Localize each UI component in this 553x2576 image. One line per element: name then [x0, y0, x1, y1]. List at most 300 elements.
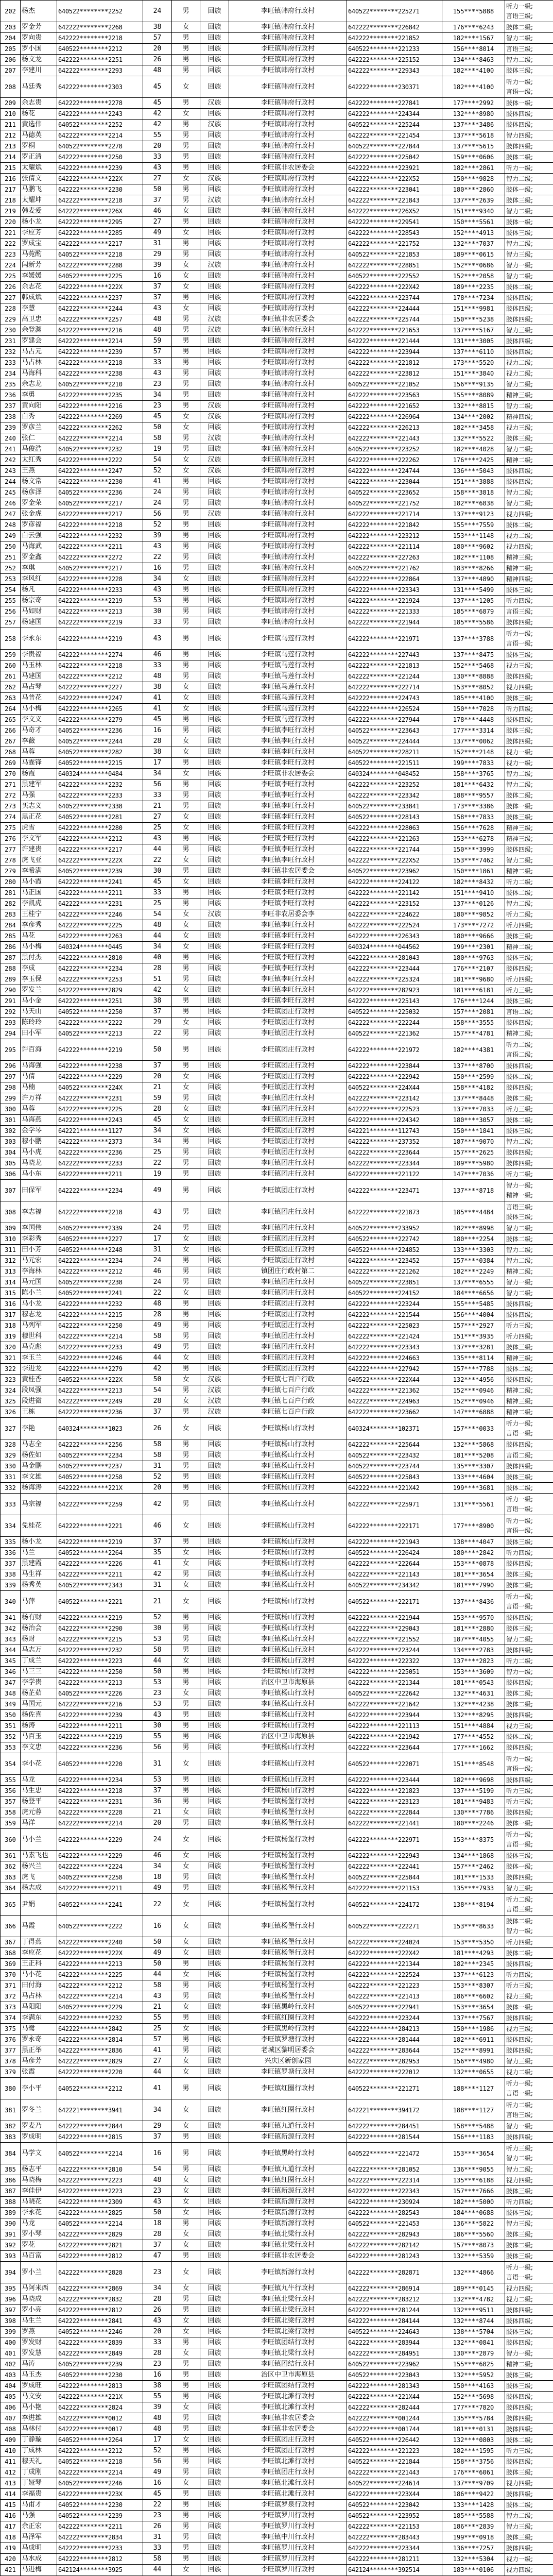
id-number-cell: 640522********2236	[57, 487, 143, 498]
address-cell: 李旺镇非农居委会	[229, 769, 347, 779]
certificate-number-cell: 642222********221652	[347, 401, 442, 412]
table-row	[1, 1829, 553, 1851]
phone-number-cell: 182****8432	[442, 877, 505, 888]
disability-level-cell	[505, 1082, 553, 1093]
ethnicity-cell: 回族	[200, 1331, 229, 1342]
table-row	[1, 1450, 553, 1461]
row-number-cell: 376	[1, 2035, 21, 2045]
address-cell: 李旺镇李旺行政村	[229, 725, 347, 736]
id-number-cell: 642222********2218	[57, 1201, 143, 1223]
certificate-number-cell: 642222********221362	[347, 1385, 442, 1396]
disability-level-cell	[505, 671, 553, 682]
gender-cell: 女	[172, 1688, 200, 1699]
table-row	[1, 1515, 553, 1537]
table-row	[1, 390, 553, 401]
row-number-cell: 267	[1, 736, 21, 747]
person-name-cell: 马天山	[21, 1007, 57, 1018]
age-cell: 22	[143, 1158, 172, 1169]
phone-number-cell: 150****3999	[442, 844, 505, 855]
certificate-number-cell: 642222********224444	[347, 303, 442, 314]
person-name-cell: 罗金芳	[21, 22, 57, 33]
phone-number-cell: 137****1205	[442, 596, 505, 606]
id-number-cell: 642222********2223	[57, 2175, 143, 2186]
disability-level: 肢体三级;	[506, 1624, 533, 1632]
disability-level-cell	[505, 563, 553, 574]
ethnicity-cell: 回族	[200, 1028, 229, 1039]
address-cell: 李旺镇杨堡行政村	[229, 1959, 347, 1970]
address-cell: 李旺镇团庄行政村	[229, 1147, 347, 1158]
row-number-cell: 385	[1, 2164, 21, 2175]
table-row	[1, 606, 553, 617]
person-name-cell: 罗小亮	[21, 2305, 57, 2316]
person-name-cell: 马小兰	[21, 1829, 57, 1851]
row-number-cell: 384	[1, 2143, 21, 2164]
age-cell: 16	[143, 563, 172, 574]
row-number-cell: 203	[1, 22, 21, 33]
disability-level-cell	[505, 2327, 553, 2337]
table-row	[1, 1072, 553, 1082]
id-number-cell: 640522********2220	[57, 1753, 143, 1775]
table-row	[1, 1634, 553, 1645]
gender-cell: 女	[172, 2067, 200, 2078]
address-cell: 李旺镇北梁行政村	[229, 2348, 347, 2359]
age-cell: 18	[143, 1872, 172, 1883]
disability-level: 智力二级;	[506, 56, 533, 63]
disability-level-cell	[505, 76, 553, 98]
address-cell: 李旺镇韩府行政村	[229, 65, 347, 76]
row-number-cell: 372	[1, 1991, 21, 2002]
id-number-cell: 642222********2247	[57, 466, 143, 477]
disability-level: 听力四级;	[506, 597, 533, 604]
table-row	[1, 303, 553, 314]
disability-level-cell	[505, 2316, 553, 2327]
disability-level: 言语一级;	[506, 639, 533, 647]
disability-level-cell	[505, 1786, 553, 1797]
ethnicity-cell: 回族	[200, 1786, 229, 1797]
certificate-number-cell: 642222********221454	[347, 130, 442, 141]
address-cell: 李旺镇韩府行政村	[229, 44, 347, 55]
disability-level-cell	[505, 1677, 553, 1688]
ethnicity-cell: 回族	[200, 888, 229, 899]
row-number-cell: 394	[1, 2262, 21, 2283]
certificate-number-cell: 642222********221443	[347, 2467, 442, 2478]
disability-level: 肢体四级;	[506, 1873, 533, 1881]
disability-level-cell	[505, 1331, 553, 1342]
ethnicity-cell: 回族	[200, 76, 229, 98]
ethnicity-cell: 汉族	[200, 509, 229, 520]
id-number-cell: 642222********2219	[57, 628, 143, 650]
id-number-cell: 640522********2338	[57, 801, 143, 812]
ethnicity-cell: 回族	[200, 747, 229, 758]
id-number-cell: 642222********2214	[57, 1818, 143, 1829]
phone-number-cell: 189****5980	[442, 1158, 505, 1169]
table-row	[1, 2489, 553, 2500]
id-number-cell: 640522********2339	[57, 1223, 143, 1234]
gender-cell: 男	[172, 120, 200, 130]
ethnicity-cell: 回族	[200, 963, 229, 974]
id-number-cell: 642124********3925	[57, 2565, 143, 2575]
address-cell: 李旺镇韩府行政村	[229, 325, 347, 336]
age-cell: 25	[143, 899, 172, 909]
certificate-number-cell: 642222********223452	[347, 1256, 442, 1266]
disability-level: 智力二级;	[506, 1257, 533, 1264]
person-name-cell: 杨志成	[21, 1883, 57, 1894]
id-number-cell: 640522********2278	[57, 141, 143, 152]
id-number-cell: 642222********2236	[57, 1407, 143, 1418]
age-cell: 59	[143, 1093, 172, 1104]
address-cell: 李旺镇杨山行政村	[229, 1623, 347, 1634]
person-name-cell: 罗正清	[21, 152, 57, 163]
age-cell: 49	[143, 1342, 172, 1353]
disability-level-cell	[505, 812, 553, 823]
gender-cell: 女	[172, 2402, 200, 2413]
person-name-cell: 马小艳	[21, 2402, 57, 2413]
address-cell: 李旺镇马莲行政村	[229, 682, 347, 693]
age-cell: 20	[143, 2327, 172, 2337]
certificate-number-cell: 642222********223244	[347, 1299, 442, 1310]
disability-level-cell	[505, 1970, 553, 1980]
row-number-cell: 320	[1, 1342, 21, 1353]
id-number-cell: 642222********2223	[57, 1656, 143, 1667]
age-cell: 37	[143, 1786, 172, 1797]
table-row	[1, 195, 553, 206]
person-name-cell: 黄向阳	[21, 401, 57, 412]
gender-cell: 女	[172, 2283, 200, 2294]
row-number-cell: 318	[1, 1320, 21, 1331]
row-number-cell: 412	[1, 2467, 21, 2478]
table-row	[1, 1137, 553, 1147]
table-row	[1, 1061, 553, 1072]
phone-number-cell: 182****8998	[442, 1223, 505, 1234]
address-cell: 治区中卫市海原县	[229, 1677, 347, 1688]
age-cell: 43	[143, 628, 172, 650]
age-cell: 54	[143, 455, 172, 466]
gender-cell: 男	[172, 2294, 200, 2305]
address-cell: 李旺镇北梁行政村	[229, 2229, 347, 2240]
ethnicity-cell: 回族	[200, 531, 229, 541]
id-number-cell: 642222********2230	[57, 477, 143, 487]
row-number-cell: 307	[1, 1180, 21, 1201]
phone-number-cell: 158****3756	[442, 2456, 505, 2467]
age-cell: 17	[143, 1234, 172, 1245]
gender-cell: 男	[172, 55, 200, 65]
gender-cell: 女	[172, 942, 200, 953]
age-cell: 37	[143, 1537, 172, 1548]
disability-level-cell	[505, 163, 553, 174]
certificate-number-cell: 642222********226524	[347, 704, 442, 715]
id-number-cell: 642222********2263	[57, 931, 143, 942]
ethnicity-cell: 回族	[200, 1104, 229, 1115]
disability-level: 视力一级;	[506, 748, 533, 756]
phone-number-cell: 132****0841	[442, 2337, 505, 2348]
disability-level: 肢体四级;	[506, 2403, 533, 2411]
gender-cell: 男	[172, 1959, 200, 1970]
ethnicity-cell: 汉族	[200, 120, 229, 130]
disability-level-cell	[505, 358, 553, 368]
disability-level: 肢体四级;	[506, 348, 533, 355]
table-row	[1, 834, 553, 844]
gender-cell: 男	[172, 715, 200, 725]
disability-level-cell	[505, 33, 553, 44]
person-name-cell: 马海燕	[21, 1115, 57, 1126]
phone-number-cell: 152****0946	[442, 1385, 505, 1396]
ethnicity-cell: 回族	[200, 347, 229, 358]
row-number-cell: 225	[1, 271, 21, 282]
id-number-cell: 640522********2218	[57, 2456, 143, 2467]
certificate-number-cell: 642222********223244	[347, 2013, 442, 2024]
disability-level: 精神三级;	[506, 824, 533, 832]
certificate-number-cell: 642222********222314	[347, 2175, 442, 2186]
ethnicity-cell: 汉族	[200, 314, 229, 325]
address-cell: 李旺镇罗泉行政村	[229, 2500, 347, 2511]
id-number-cell: 642222********2869	[57, 2283, 143, 2294]
person-name-cell: 马鹏飞	[21, 184, 57, 195]
address-cell: 李旺镇团庄行政村	[229, 1201, 347, 1223]
table-row	[1, 1245, 553, 1256]
id-number-cell: 642222********2212	[57, 1980, 143, 1991]
address-cell: 李旺镇马莲行政村	[229, 628, 347, 650]
disability-level: 听力二级;	[506, 910, 533, 918]
id-number-cell: 642222********2243	[57, 109, 143, 120]
address-cell: 李旺镇杨山行政村	[229, 1558, 347, 1569]
gender-cell: 女	[172, 2099, 200, 2121]
id-number-cell: 642222********2214	[57, 433, 143, 444]
id-number-cell: 642222********223X	[57, 2489, 143, 2500]
table-row	[1, 163, 553, 174]
phone-number-cell: 153****3654	[442, 2002, 505, 2013]
person-name-cell: 马楠	[21, 1082, 57, 1093]
disability-level: 言语二级;	[506, 1050, 533, 1058]
ethnicity-cell: 回族	[200, 2056, 229, 2067]
disability-level-cell	[505, 769, 553, 779]
ethnicity-cell: 回族	[200, 1288, 229, 1299]
address-cell: 李旺镇杨山行政村	[229, 1656, 347, 1667]
address-cell: 李旺镇黑岭行政村	[229, 2002, 347, 2013]
person-name-cell: 高卫忠	[21, 314, 57, 325]
row-number-cell: 246	[1, 498, 21, 509]
age-cell: 43	[143, 1710, 172, 1721]
address-cell: 李旺镇红圈行政村	[229, 2099, 347, 2121]
person-name-cell: 黑付杰	[21, 953, 57, 963]
gender-cell: 女	[172, 455, 200, 466]
table-row	[1, 1364, 553, 1375]
person-name-cell: 马海科	[21, 368, 57, 379]
address-cell: 李旺镇李旺行政村	[229, 899, 347, 909]
phone-number-cell: 137****6555	[442, 1277, 505, 1288]
row-number-cell: 262	[1, 682, 21, 693]
person-name-cell: 罗发慧	[21, 2348, 57, 2359]
phone-number-cell: 137****2639	[442, 195, 505, 206]
disability-level: 听力三级;	[506, 2144, 533, 2152]
disability-level: 智力二级;	[506, 1246, 533, 1253]
disability-level-cell	[505, 1201, 553, 1223]
ethnicity-cell: 回族	[200, 2543, 229, 2554]
disability-level-cell	[505, 1591, 553, 1613]
certificate-number-cell: 642222********221552	[347, 1634, 442, 1645]
person-name-cell: 李小平	[21, 2078, 57, 2099]
person-name-cell: 黄选伟	[21, 120, 57, 130]
gender-cell: 男	[172, 801, 200, 812]
id-number-cell: 642222********2219	[57, 1732, 143, 1742]
id-number-cell: 642222********2233	[57, 1342, 143, 1353]
disability-level: 肢体四级;	[506, 716, 533, 723]
table-row	[1, 963, 553, 974]
disability-level-cell	[505, 2056, 553, 2067]
table-row	[1, 1916, 553, 1937]
gender-cell: 女	[172, 260, 200, 271]
disability-level: 肢体四级;	[506, 1440, 533, 1448]
address-cell: 李旺镇罗川行政村	[229, 2565, 347, 2575]
disability-level-cell	[505, 963, 553, 974]
address-cell: 李旺镇李旺行政村	[229, 812, 347, 823]
disability-level: 视力四级;	[506, 2479, 533, 2487]
disability-level: 精神三级;	[506, 391, 533, 399]
gender-cell: 女	[172, 1580, 200, 1591]
phone-number-cell: 188****9557	[442, 790, 505, 801]
phone-number-cell: 134****8463	[442, 55, 505, 65]
phone-number-cell: 156****8014	[442, 44, 505, 55]
age-cell: 17	[143, 2435, 172, 2446]
gender-cell: 男	[172, 2045, 200, 2056]
disability-level: 智力二级;	[506, 2154, 533, 2162]
row-number-cell: 354	[1, 1753, 21, 1775]
id-number-cell: 642222********2279	[57, 1364, 143, 1375]
disability-level: 精神二级;	[506, 1386, 533, 1394]
phone-number-cell: 136****5822	[442, 2218, 505, 2229]
id-number-cell: 642222********2244	[57, 303, 143, 314]
age-cell: 17	[143, 758, 172, 769]
disability-level: 言语一级;	[506, 1602, 533, 1610]
person-name-cell: 罗麦乃	[21, 2121, 57, 2132]
age-cell: 23	[143, 2359, 172, 2370]
ethnicity-cell: 回族	[200, 2554, 229, 2565]
gender-cell: 男	[172, 336, 200, 347]
gender-cell: 男	[172, 2143, 200, 2164]
table-row	[1, 1883, 553, 1894]
address-cell: 李旺镇杨堡行政村	[229, 1818, 347, 1829]
gender-cell: 女	[172, 1082, 200, 1093]
certificate-number-cell: 640522********221752	[347, 498, 442, 509]
ethnicity-cell: 回族	[200, 2078, 229, 2099]
certificate-number-cell: 642222********223252	[347, 779, 442, 790]
disability-level: 智力二级;	[506, 488, 533, 496]
certificate-number-cell: 642222********221444	[347, 336, 442, 347]
ethnicity-cell: 回族	[200, 1223, 229, 1234]
person-name-cell: 李风红	[21, 574, 57, 585]
phone-number-cell: 152****2058	[442, 271, 505, 282]
address-cell: 李旺镇马莲行政村	[229, 704, 347, 715]
disability-level: 视力二级;	[506, 369, 533, 377]
person-name-cell: 马萍	[21, 1591, 57, 1613]
address-cell: 李旺镇杨山行政村	[229, 1494, 347, 1515]
address-cell: 李旺镇团庄行政村	[229, 1245, 347, 1256]
ethnicity-cell: 回族	[200, 1364, 229, 1375]
phone-number-cell: 137****3486	[442, 120, 505, 130]
id-number-cell: 640522********2215	[57, 758, 143, 769]
phone-number-cell: 182****2345	[442, 1959, 505, 1970]
address-cell: 李旺镇杨山行政村	[229, 1721, 347, 1732]
id-number-cell: 642222********2250	[57, 1320, 143, 1331]
gender-cell: 男	[172, 1623, 200, 1634]
ethnicity-cell: 回族	[200, 996, 229, 1007]
row-number-cell: 248	[1, 520, 21, 531]
certificate-number-cell: 640522********221362	[347, 1028, 442, 1039]
table-row	[1, 65, 553, 76]
id-number-cell: 642222********2236	[57, 1147, 143, 1158]
person-name-cell: 李小花	[21, 1753, 57, 1775]
address-cell: 李旺镇韩府行政村	[229, 152, 347, 163]
age-cell: 23	[143, 401, 172, 412]
certificate-number-cell: 642222********223944	[347, 347, 442, 358]
person-name-cell: 李志福	[21, 1201, 57, 1223]
gender-cell: 女	[172, 303, 200, 314]
id-number-cell: 640522********222X	[57, 1375, 143, 1385]
phone-number-cell: 176****2107	[442, 963, 505, 974]
disability-level-cell	[505, 314, 553, 325]
gender-cell: 女	[172, 769, 200, 779]
age-cell: 53	[143, 1775, 172, 1786]
disability-level-cell	[505, 2511, 553, 2521]
disability-level: 肢体二级;	[506, 1949, 533, 1957]
phone-number-cell: 181****9680	[442, 974, 505, 985]
table-row	[1, 1310, 553, 1320]
certificate-number-cell: 642222********221842	[347, 520, 442, 531]
gender-cell: 男	[172, 1537, 200, 1548]
ethnicity-cell: 回族	[200, 2348, 229, 2359]
table-row	[1, 2251, 553, 2262]
disability-level: 肢体二级;	[506, 889, 533, 896]
gender-cell: 男	[172, 2218, 200, 2229]
address-cell: 李旺镇七百户行政	[229, 1407, 347, 1418]
age-cell: 33	[143, 358, 172, 368]
person-name-cell: 杨海涛	[21, 1483, 57, 1494]
row-number-cell: 352	[1, 1732, 21, 1742]
disability-level: 听力一级;	[506, 1517, 533, 1524]
age-cell: 16	[143, 2478, 172, 2489]
row-number-cell: 335	[1, 1537, 21, 1548]
certificate-number-cell: 642222********281244	[347, 2305, 442, 2316]
ethnicity-cell: 回族	[200, 650, 229, 660]
age-cell: 43	[143, 1201, 172, 1223]
table-row	[1, 899, 553, 909]
row-number-cell: 264	[1, 704, 21, 715]
phone-number-cell: 132****0803	[442, 2435, 505, 2446]
id-number-cell: 642222********2214	[57, 1331, 143, 1342]
ethnicity-cell: 回族	[200, 1548, 229, 1558]
certificate-number-cell: 642222********221972	[347, 1039, 442, 1061]
disability-level: 肢体三级;	[506, 2209, 533, 2216]
table-row	[1, 336, 553, 347]
row-number-cell: 202	[1, 1, 21, 22]
disability-level: 精神二级;	[506, 1029, 533, 1037]
id-number-cell: 642222********2821	[57, 2240, 143, 2251]
phone-number-cell: 158****7833	[442, 812, 505, 823]
ethnicity-cell: 回族	[200, 2045, 229, 2056]
gender-cell: 男	[172, 1039, 200, 1061]
row-number-cell: 380	[1, 2078, 21, 2099]
gender-cell: 男	[172, 1569, 200, 1580]
gender-cell: 男	[172, 596, 200, 606]
disability-level: 肢体四级;	[506, 478, 533, 485]
table-row	[1, 1104, 553, 1115]
table-row	[1, 617, 553, 628]
person-name-cell: 罗金荣	[21, 498, 57, 509]
address-cell: 李旺镇杨山行政村	[229, 1645, 347, 1656]
disability-level: 肢体四级;	[506, 1376, 533, 1383]
ethnicity-cell: 回族	[200, 660, 229, 671]
gender-cell: 男	[172, 1028, 200, 1039]
age-cell: 43	[143, 2197, 172, 2208]
